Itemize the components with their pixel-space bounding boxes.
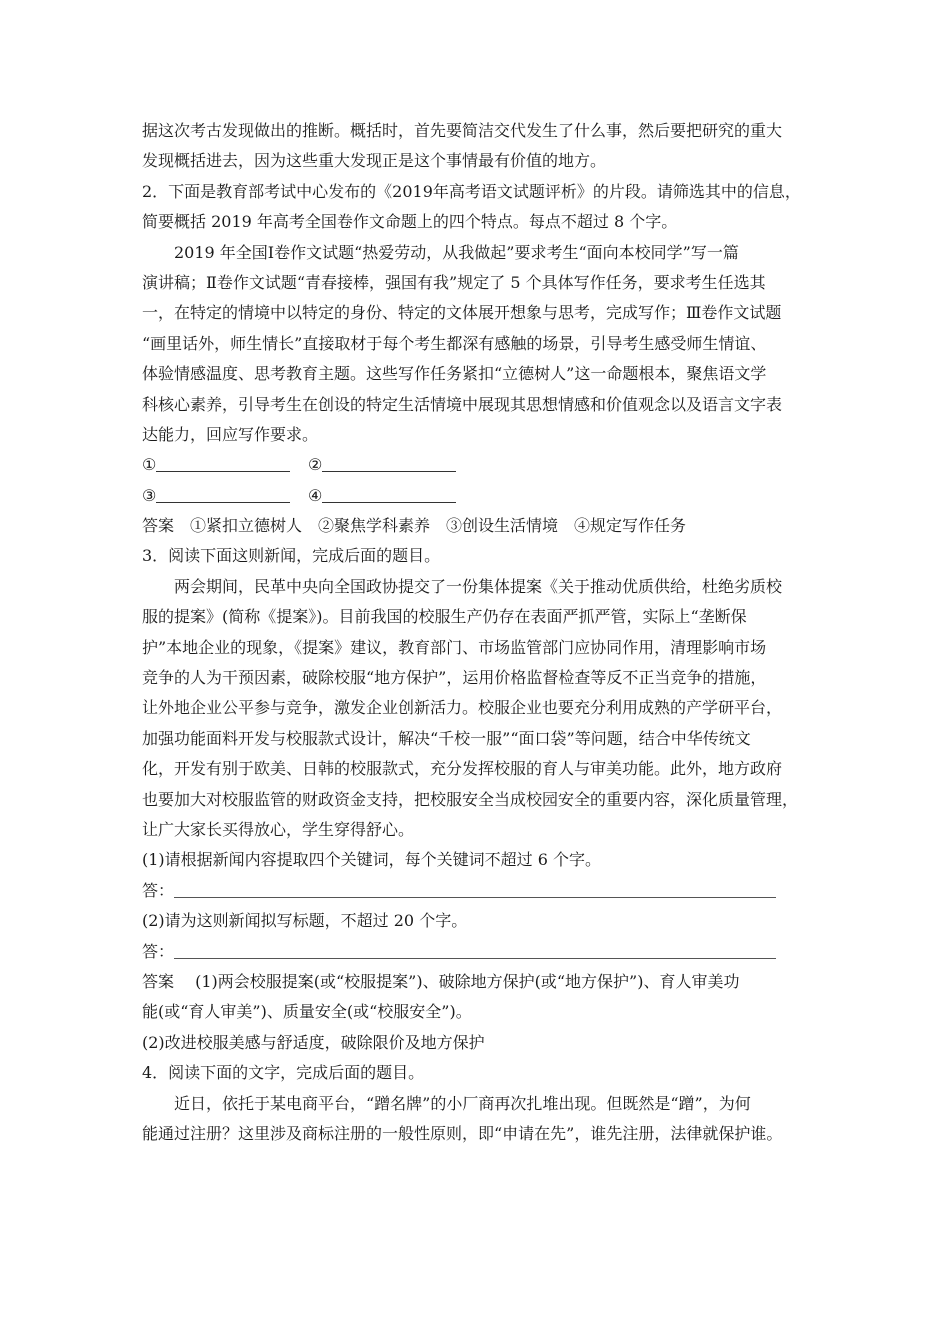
paragraph-line: 发现概括进去，因为这些重大发现正是这个事情最有价值的地方。 [142,151,607,171]
passage-line: 科核心素养，引导考生在创设的特定生活情境中展现其思想情感和价值观念以及语言文字表 [142,394,783,414]
passage-line: 一，在特定的情境中以特定的身份、特定的文体展开想象与思考，完成写作；Ⅲ卷作文试题 [142,303,782,323]
answer-underline[interactable] [174,940,776,959]
passage-line: 能通过注册？这里涉及商标注册的一般性原则，即“申请在先”，谁先注册，法律就保护谁。 [142,1123,783,1143]
news-line: 也要加大对校服监管的财政资金支持，把校服安全当成校园安全的重要内容，深化质量管理， [142,789,799,809]
blank-1[interactable] [142,450,308,480]
passage-line: 2019 年全国Ⅰ卷作文试题“热爱劳动，从我做起”要求考生“面向本校同学”写一篇 [174,242,739,262]
answer-field-row [142,937,822,967]
blank-number: ③ [142,485,157,505]
blank-number: ④ [308,485,323,505]
question-4-prompt: 4．阅读下面的文字，完成后面的题目。 [142,1063,425,1083]
news-line: 竞争的人为干预因素，破除校服“地方保护”，运用价格监督检查等反不正当竞争的措施， [142,668,767,688]
blank-number: ② [308,455,323,475]
blank-underline [322,453,456,472]
sub-question-2: (2)请为这则新闻拟写标题，不超过 20 个字。 [142,911,468,931]
passage-line: 近日，依托于某电商平台，“蹭名牌”的小厂商再次扎堆出现。但既然是“蹭”，为何 [174,1093,751,1113]
news-line: 两会期间，民革中央向全国政协提交了一份集体提案《关于推动优质供给，杜绝劣质校 [174,576,783,596]
news-line: 让广大家长买得放心，学生穿得舒心。 [142,819,415,839]
blank-4[interactable] [308,481,474,511]
passage-line: “画里话外，师生情长”直接取材于每个考生都深有感触的场景，引导考生感受师生情谊、 [142,333,767,353]
fill-blank-row [142,481,822,511]
news-line: 护”本地企业的现象，《提案》建议，教育部门、市场监管部门应协同作用，清理影响市场 [142,637,767,657]
blank-2[interactable] [308,450,474,480]
passage-line: 达能力，回应写作要求。 [142,424,319,444]
question-3-prompt: 3．阅读下面这则新闻，完成后面的题目。 [142,546,441,566]
answer-label: 答： [142,880,175,900]
fill-blank-row [142,450,822,480]
blank-underline [156,453,290,472]
news-line: 化，开发有别于欧美、日韩的校服款式，充分发挥校服的育人与审美功能。此外，地方政府 [142,759,783,779]
blank-number: ① [142,455,157,475]
answer-underline[interactable] [174,879,776,898]
question-2-prompt: 2．下面是教育部考试中心发布的《2019年高考语文试题评析》的片段。请筛选其中的信息， [142,181,801,201]
paragraph-line: 据这次考古发现做出的推断。概括时，首先要简洁交代发生了什么事，然后要把研究的重大 [142,121,783,140]
sub-question-1: (1)请根据新闻内容提取四个关键词，每个关键词不超过 6 个字。 [142,850,602,870]
answer-label: 答： [142,941,175,961]
news-line: 让外地企业公平参与竞争，激发企业创新活力。校服企业也要充分利用成熟的产学研平台， [142,698,783,718]
answer-2: 答案 ①紧扣立德树人 ②聚焦学科素养 ③创设生活情境 ④规定写作任务 [142,516,687,536]
answer-field-row [142,876,822,906]
passage-line: 演讲稿；Ⅱ卷作文试题“青春接棒，强国有我”规定了 5 个具体写作任务，要求考生任选其 [142,272,766,292]
blank-underline [322,484,456,503]
answer-3: 能(或“育人审美”)、质量安全(或“校服安全”)。 [142,1002,472,1022]
question-2-prompt: 简要概括 2019 年高考全国卷作文命题上的四个特点。每点不超过 8 个字。 [142,212,678,232]
blank-3[interactable] [142,481,308,511]
answer-3: (2)改进校服美感与舒适度，破除限价及地方保护 [142,1032,485,1052]
news-line: 加强功能面料开发与校服款式设计，解决“千校一服”“面口袋”等问题，结合中华传统文 [142,728,751,748]
passage-line: 体验情感温度、思考教育主题。这些写作任务紧扣“立德树人”这一命题根本，聚焦语文学 [142,364,767,384]
answer-3: 答案 (1)两会校服提案(或“校服提案”)、破除地方保护(或“地方保护”)、育人审美功 [142,971,740,991]
blank-underline [156,484,290,503]
news-line: 服的提案》(简称《提案》)。目前我国的校服生产仍存在表面严抓严管，实际上“垄断保 [142,607,747,627]
